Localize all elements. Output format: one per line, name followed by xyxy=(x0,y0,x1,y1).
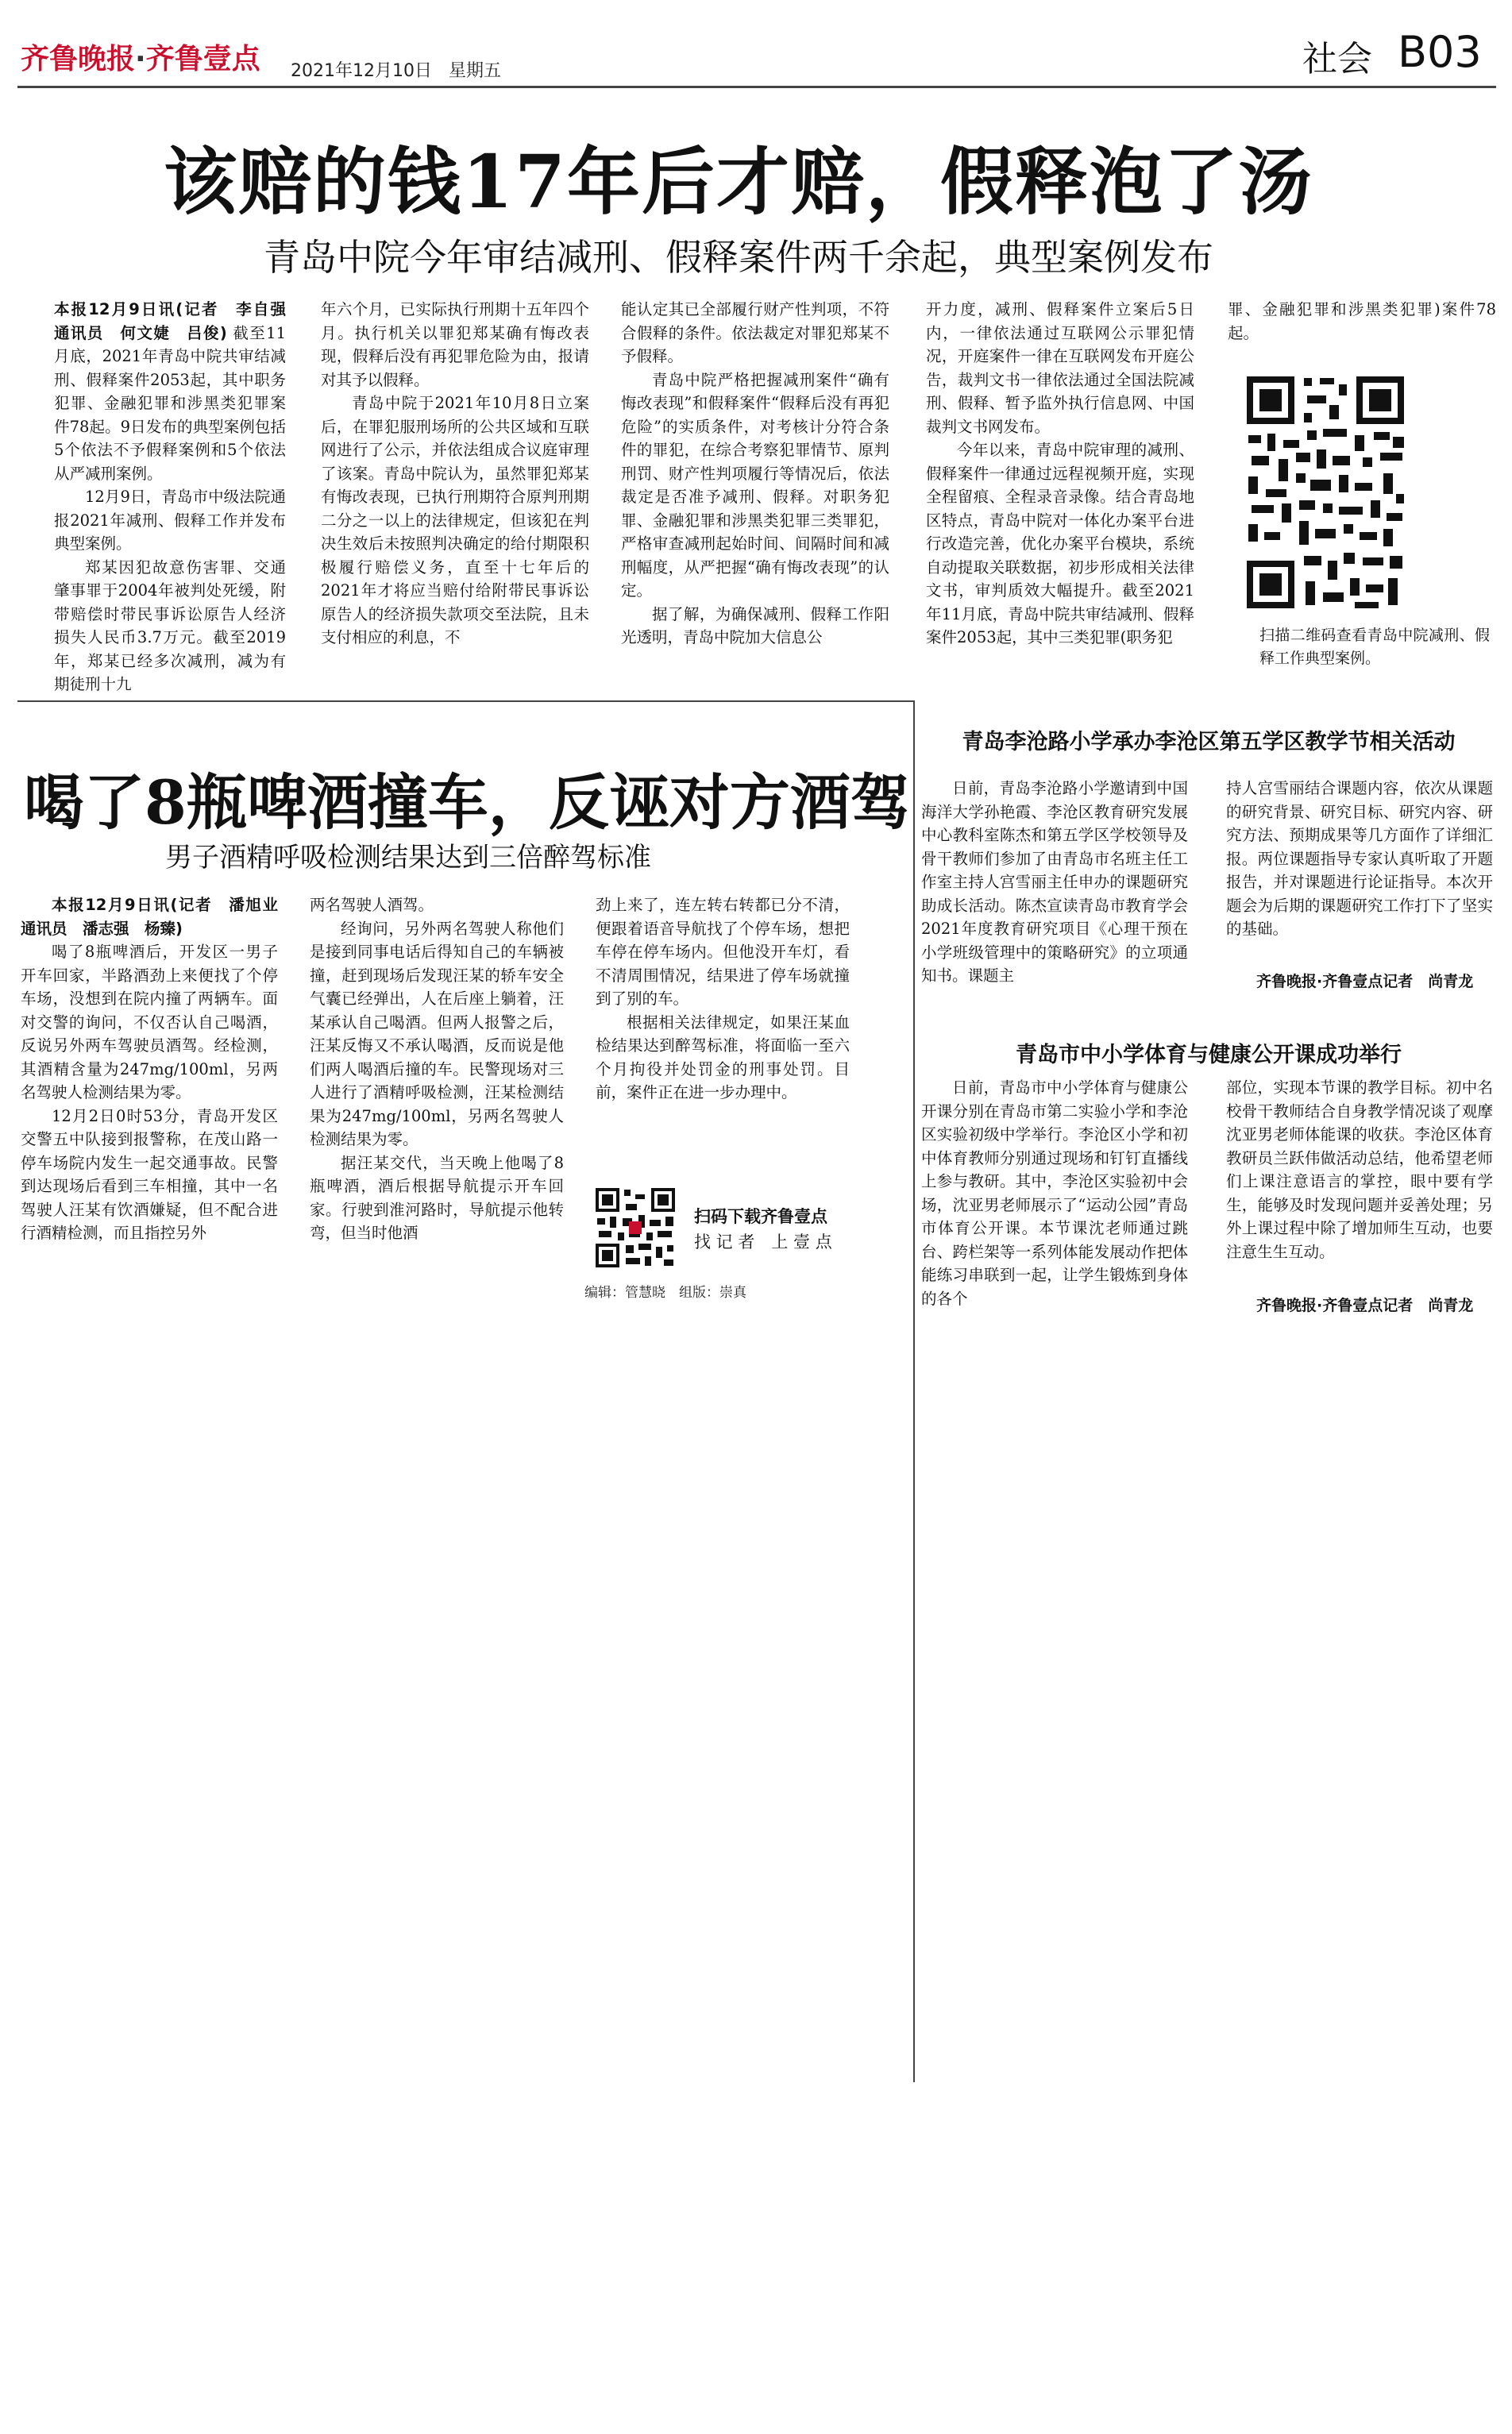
right-column-divider xyxy=(913,700,915,2082)
story1-paragraph: 12月9日，青岛市中级法院通报2021年减刑、假释工作并发布典型案例。 xyxy=(54,488,286,553)
yidian-slogan: 找 记 者 上 壹 点 xyxy=(694,1232,832,1252)
story2-paragraph: 经询问，另外两名驾驶人称他们是接到同事电话后得知自己的车辆被撞，赶到现场后发现汪某的轿车安全气囊已经弹出，人在后座上躺着，汪某承认自己喝酒。但两人报警之后，汪某反悔又不承认喝酒，反而说是他们两人喝酒后撞的车。民警现场对三人进行了酒精呼吸检测，汪某检测结果为247mg/100ml，另两名驾驶人检测结果为零。 xyxy=(310,919,564,1148)
story4-paragraph: 日前，青岛市中小学体育与健康公开课分别在青岛市第二实验小学和李沧区实验初级中学举行。李沧区小学和初中体育教师分别通过现场和钉钉直播线上参与教研。其中，李沧区实验初中会场，沈亚男老师展示了“运动公园”青岛市体育公开课。本节课沈老师通过跳台、跨栏架等一系列体能发展动作把体能练习串联到一起，让学生锻炼到身体的各个 xyxy=(921,1078,1188,1308)
story1-headline: 该赔的钱17年后才赔，假释泡了汤 xyxy=(163,139,1314,225)
story4-byline: 齐鲁晚报·齐鲁壹点记者 尚青龙 xyxy=(1256,1297,1474,1314)
story1-paragraph: 能认定其已全部履行财产性判项，不符合假释的条件。依法裁定对罪犯郑某不予假释。 xyxy=(621,300,889,365)
story1-subhead: 青岛中院今年审结减刑、假释案件两千余起，典型案例发布 xyxy=(264,236,1213,279)
yidian-app-qr-code-icon[interactable] xyxy=(594,1186,677,1269)
story2-column-3 xyxy=(596,893,850,1163)
editor-credit: 编辑：管慧晓 组版：崇真 xyxy=(584,1285,746,1301)
story1-column-3 xyxy=(621,298,889,679)
story4-column-2 xyxy=(1226,1076,1493,1290)
story2-paragraph: 据汪某交代，当天晚上他喝了8瓶啤酒，酒后根据导航提示开车回家。行驶到淮河路时，导航提示他转弯，但当时他酒 xyxy=(310,1153,564,1242)
story2-paragraph: 劲上来了，连左转右转都已分不清，便跟着语音导航找了个停车场，想把车停在停车场内。但他没开车灯，看不清周围情况，结果进了停车场就撞到了别的车。 xyxy=(596,896,850,1008)
story1-dateline: 本报12月9日讯(记者 李自强 通讯员 何文婕 吕俊) xyxy=(54,300,302,342)
logo-dot: · xyxy=(135,43,146,75)
story2-subhead: 男子酒精呼吸检测结果达到三倍醉驾标准 xyxy=(165,842,651,874)
yidian-download-prompt: 扫码下载齐鲁壹点 xyxy=(694,1207,827,1226)
issue-weekday: 星期五 xyxy=(448,61,501,81)
logo-qilu-yidian: 齐鲁壹点 xyxy=(145,43,260,75)
story1-qr-caption: 扫描二维码查看青岛中院减刑、假释工作典型案例。 xyxy=(1259,627,1490,667)
story1-paragraph: 青岛中院于2021年10月8日立案后，在罪犯服刑场所的公共区域和互联网进行了公示，并依法组成合议庭审理了该案。青岛中院认为，虽然罪犯郑某有悔改表现，已执行刑期符合原判刑期二分之一以上的法律规定，但该犯在判决生效后未按照判决确定的给付期限积极履行赔偿义务，直至十七年后的2021年才将应当赔付给附带民事诉讼原告人的经济损失款项交至法院，且未支付相应的利息，不 xyxy=(321,394,589,646)
story1-column-4 xyxy=(926,298,1194,679)
story1-paragraph: 年六个月，已实际执行刑期十五年四个月。执行机关以罪犯郑某确有悔改表现，假释后没有再犯罪危险为由，报请对其予以假释。 xyxy=(321,300,589,389)
story2-paragraph: 根据相关法律规定，如果汪某血检结果达到醉驾标准，将面临一至六个月拘役并处罚金的刑事处罚。目前，案件正在进一步办理中。 xyxy=(596,1013,850,1101)
story1-qr-code-icon[interactable] xyxy=(1244,373,1407,611)
story4-column-1 xyxy=(921,1076,1188,1346)
story1-paragraph: 截至11月底，2021年青岛中院共审结减刑、假释案件2053起，其中职务犯罪、金融犯罪和涉黑类犯罪案件78起。9日发布的典型案例包括5个依法不予假释案例和5个依法从严减刑案例。 xyxy=(54,323,286,483)
story1-paragraph: 开力度，减刑、假释案件立案后5日内，一律依法通过互联网公示罪犯情况，开庭案件一律在互联网发布开庭公告，裁判文书一律依法通过全国法院减刑、假释、暂予监外执行信息网、中国裁判文书网发布。 xyxy=(926,300,1194,436)
story1-column-1 xyxy=(54,298,302,693)
story1-paragraph: 郑某因犯故意伤害罪、交通肇事罪于2004年被判处死缓，附带赔偿时带民事诉讼原告人经济损失人民币3.7万元。截至2019年，郑某已经多次减刑，减为有期徒刑十九 xyxy=(54,557,286,693)
story1-bottom-rule xyxy=(17,700,913,702)
story2-column-2 xyxy=(310,893,564,1362)
header-rule xyxy=(17,86,1496,88)
story1-column-5 xyxy=(1228,298,1496,353)
section-label: 社会 xyxy=(1302,39,1372,79)
story2-column-1 xyxy=(21,893,294,1338)
story3-paragraph: 持人宫雪丽结合课题内容，依次从课题的研究背景、研究目标、研究内容、研究方法、预期成果等几方面作了详细汇报。两位课题指导专家认真听取了开题报告，并对课题进行论证指导。本次开题会为后期的课题研究工作打下了坚实的基础。 xyxy=(1226,779,1493,938)
story3-headline: 青岛李沧路小学承办李沧区第五学区教学节相关活动 xyxy=(962,730,1456,754)
story1-column-2 xyxy=(321,298,589,679)
story1-paragraph: 今年以来，青岛中院审理的减刑、假释案件一律通过远程视频开庭，实现全程留痕、全程录音录像。结合青岛地区特点，青岛中院对一体化办案平台进行改造完善，优化办案平台模块，系统自动提取关联数据，初步形成相关法律文书，审判质效大幅提升。截至2021年11月底，青岛中院共审结减刑、假释案件2053起，其中三类犯罪(职务犯 xyxy=(926,441,1194,646)
story4-headline: 青岛市中小学体育与健康公开课成功举行 xyxy=(1016,1043,1402,1067)
story3-byline: 齐鲁晚报·齐鲁壹点记者 尚青龙 xyxy=(1256,973,1474,990)
story3-paragraph: 日前，青岛李沧路小学邀请到中国海洋大学孙艳霞、李沧区教育研究发展中心教科室陈杰和第五学区学校领导及骨干教师们参加了由青岛市名班主任工作室主持人宫雪丽主任申办的课题研究助成长活动。陈杰宣读青岛市教育学会2021年度教育研究项目《心理干预在小学班级管理中的策略研究》的立项通知书。课题主 xyxy=(921,779,1188,985)
story2-headline: 喝了8瓶啤酒撞车，反诬对方酒驾 xyxy=(24,767,911,838)
logo-qilu-evening-news: 齐鲁晚报 xyxy=(21,43,136,75)
story2-paragraph: 12月2日0时53分，青岛开发区交警五中队接到报警称，在茂山路一停车场院内发生一起交通事故。民警到达现场后看到三车相撞，其中一名驾驶人汪某有饮酒嫌疑，但不配合进行酒精检测，而且指控另外 xyxy=(21,1106,278,1242)
story2-paragraph: 喝了8瓶啤酒后，开发区一男子开车回家，半路酒劲上来便找了个停车场，没想到在院内撞了两辆车。面对交警的询问，不仅否认自己喝酒，反说另外两车驾驶员酒驾。经检测，其酒精含量为247mg/100ml，另两名驾驶人检测结果为零。 xyxy=(21,943,278,1101)
story2-paragraph: 两名驾驶人酒驾。 xyxy=(310,896,434,914)
issue-date-line xyxy=(291,57,501,82)
story4-paragraph: 部位，实现本节课的教学目标。初中名校骨干教师结合自身教学情况谈了观摩沈亚男老师体能课的收获。李沧区体育教研员兰跃伟做活动总结，他希望老师们上课注意语言的掌控，眼中要有学生，能够及时发现问题并妥善处理；另外上课过程中除了增加师生互动，也要注意生生互动。 xyxy=(1226,1078,1493,1261)
story3-column-2 xyxy=(1226,777,1493,967)
story3-column-1 xyxy=(921,777,1188,1023)
story1-paragraph: 据了解，为确保减刑、假释工作阳光透明，青岛中院加大信息公 xyxy=(621,604,889,646)
story2-dateline: 本报12月9日讯(记者 潘旭业 通讯员 潘志强 杨臻) xyxy=(21,896,294,938)
masthead-logo xyxy=(21,37,260,77)
story1-paragraph: 罪、金融犯罪和涉黑类犯罪)案件78起。 xyxy=(1228,300,1496,342)
story1-paragraph: 青岛中院严格把握减刑案件“确有悔改表现”和假释案件“假释后没有再犯危险”的实质条件，对考核计分符合条件的罪犯，在综合考察犯罪情节、原判刑罚、财产性判项履行等情况后，依法裁定是否准予减刑、假释。对职务犯罪、金融犯罪和涉黑类犯罪三类罪犯，严格审查减刑起始时间、间隔时间和减刑幅度，从严把握“确有悔改表现”的认定。 xyxy=(621,370,889,600)
issue-date: 2021年12月10日 xyxy=(291,61,432,81)
page-number: B03 xyxy=(1398,27,1482,77)
